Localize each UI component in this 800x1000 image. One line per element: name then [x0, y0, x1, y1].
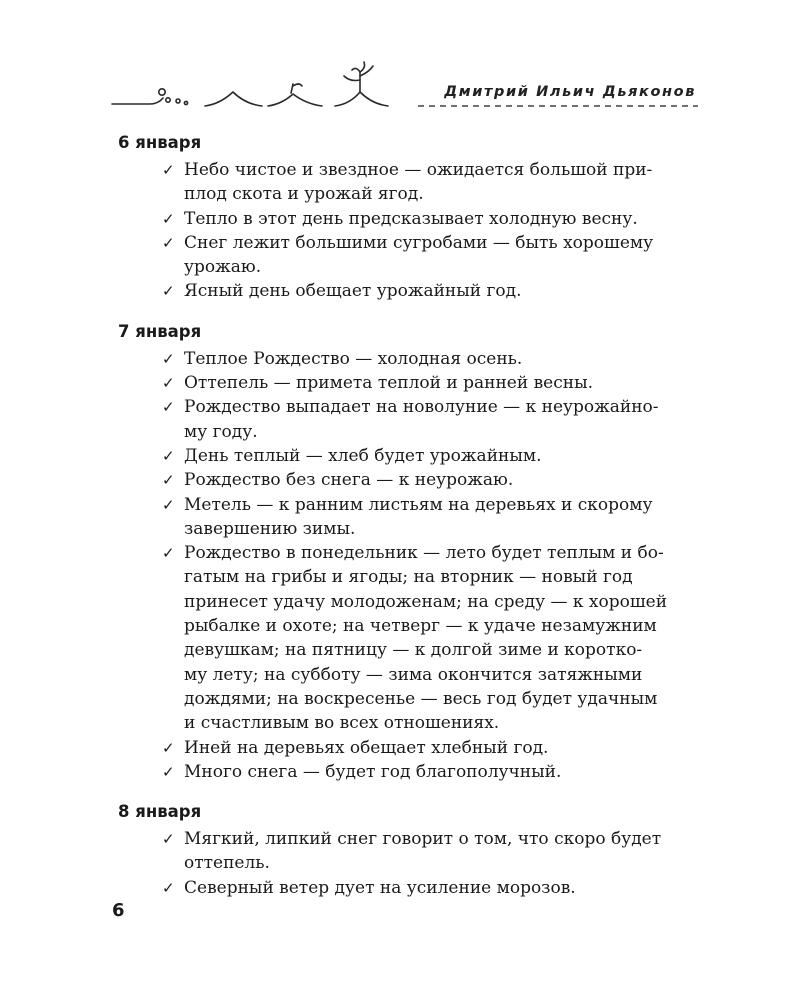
omen-text-line: гатым на грибы и ягоды; на вторник — новый год	[184, 567, 633, 588]
check-mark-icon: ✓	[162, 209, 175, 228]
omen-text-line: Снег лежит большими сугробами — быть хорошему	[184, 232, 654, 253]
check-mark-icon: ✓	[162, 878, 175, 897]
omen-list-item	[118, 371, 698, 395]
omen-list-item	[118, 876, 698, 900]
omen-list-item	[118, 158, 698, 207]
omen-list-item	[118, 444, 698, 468]
date-heading: 8 января	[118, 802, 202, 822]
omen-text-line: Теплое Рождество — холодная осень.	[184, 348, 523, 369]
omen-text-line: Ясный день обещает урожайный год.	[184, 281, 522, 302]
check-mark-icon: ✓	[162, 830, 175, 849]
omen-list-item	[118, 736, 698, 760]
omen-text-line: Рождество без снега — к неурожаю.	[184, 470, 514, 491]
date-heading: 7 января	[118, 321, 202, 341]
omen-text-line: Небо чистое и звездное — ожидается большой при-	[184, 160, 653, 180]
page-header	[0, 0, 800, 130]
omen-text-line: Тепло в этот день предсказывает холодную весну.	[184, 208, 638, 229]
date-section	[118, 128, 698, 304]
omen-text-line: принесет удачу молодоженам; на среду — к хорошей	[184, 591, 668, 612]
omen-text-line: Метель — к ранним листьям на деревьях и скорому	[184, 494, 653, 515]
page-content	[118, 128, 698, 913]
omen-text-line: и счастливым во всех отношениях.	[184, 713, 500, 734]
check-mark-icon: ✓	[162, 161, 175, 179]
omen-text-line: рыбалке и охоте; на четверг — к удаче незамужним	[184, 616, 657, 637]
omen-text-line: оттепель.	[184, 853, 270, 874]
check-mark-icon: ✓	[162, 282, 175, 301]
omen-list-item	[118, 207, 698, 231]
omen-list-item	[118, 493, 698, 542]
check-mark-icon: ✓	[162, 446, 175, 465]
omen-text-line: Северный ветер дует на усиление морозов.	[184, 877, 576, 898]
omen-list	[118, 347, 698, 784]
check-mark-icon: ✓	[162, 738, 175, 757]
omen-text-line: му году.	[184, 421, 258, 442]
omen-text-line: му лету; на субботу — зима окончится затяжными	[184, 664, 643, 685]
check-mark-icon: ✓	[162, 544, 175, 563]
omen-list-item	[118, 541, 698, 735]
check-mark-icon: ✓	[162, 762, 175, 781]
omen-text-line: Оттепель — примета теплой и ранней весны.	[184, 373, 594, 394]
omen-list-item	[118, 827, 698, 876]
sprout-growth-decoration-icon	[0, 0, 800, 130]
check-mark-icon: ✓	[162, 233, 175, 252]
omen-text-line: дождями; на воскресенье — весь год будет удачным	[184, 688, 658, 709]
omen-text-line: плод скота и урожай ягод.	[184, 184, 424, 205]
check-mark-icon: ✓	[162, 398, 175, 417]
check-mark-icon: ✓	[162, 495, 175, 514]
omen-text-line: завершению зимы.	[184, 518, 356, 539]
omen-text-line: Иней на деревьях обещает хлебный год.	[184, 737, 549, 758]
omen-text-line: урожаю.	[184, 257, 262, 278]
author-name: Дмитрий Ильич Дьяконов	[444, 84, 696, 100]
check-mark-icon: ✓	[162, 349, 175, 368]
omen-list-item	[118, 231, 698, 280]
omen-list	[118, 158, 698, 304]
omen-list-item	[118, 347, 698, 371]
omen-text-line: День теплый — хлеб будет урожайным.	[184, 445, 542, 466]
omen-text-line: Много снега — будет год благополучный.	[184, 761, 562, 782]
omen-list-item	[118, 395, 698, 444]
omen-text-line: девушкам; на пятницу — к долгой зиме и коротко-	[184, 640, 643, 661]
omen-list-item	[118, 468, 698, 492]
omen-text-line: Мягкий, липкий снег говорит о том, что скоро будет	[184, 829, 662, 850]
omen-list-item	[118, 760, 698, 784]
check-mark-icon: ✓	[162, 374, 175, 393]
date-section	[118, 317, 698, 784]
date-heading: 6 января	[118, 133, 202, 152]
omen-list	[118, 827, 698, 900]
date-section	[118, 797, 698, 900]
omen-list-item	[118, 279, 698, 303]
page-number: 6	[112, 900, 125, 921]
omen-text-line: Рождество в понедельник — лето будет теплым и бо-	[184, 543, 664, 564]
check-mark-icon: ✓	[162, 471, 175, 490]
omen-text-line: Рождество выпадает на новолуние — к неурожайно-	[184, 397, 659, 418]
